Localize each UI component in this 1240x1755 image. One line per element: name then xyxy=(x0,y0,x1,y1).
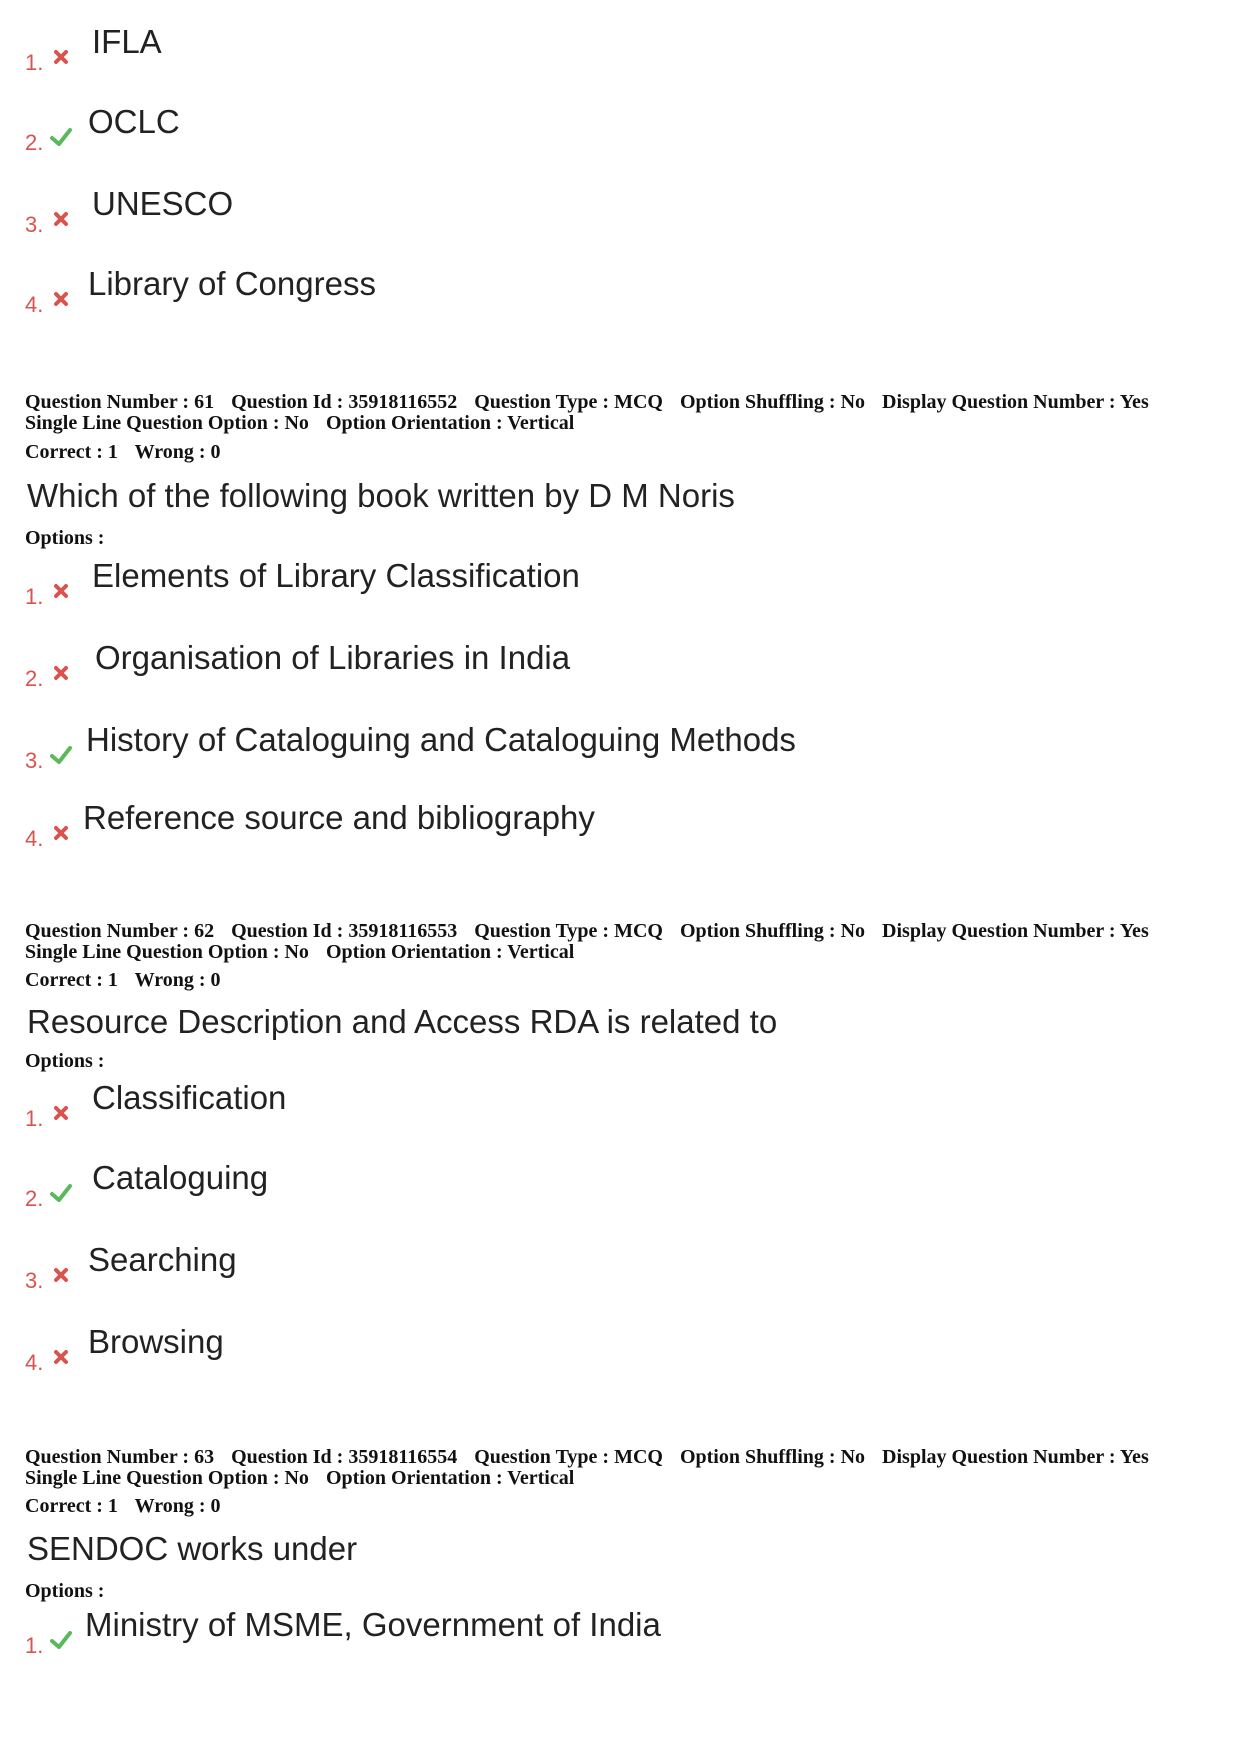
option-text: IFLA xyxy=(92,23,162,60)
option-row xyxy=(0,184,1000,244)
score-line xyxy=(25,1496,233,1517)
check-icon xyxy=(50,126,72,148)
option-number: 2. xyxy=(25,130,44,155)
option-row xyxy=(0,1605,1000,1665)
option-text: OCLC xyxy=(88,103,180,140)
options-label: Options : xyxy=(25,1580,105,1602)
option-row xyxy=(0,264,1000,324)
question-number: Question Number : 62 xyxy=(25,920,215,942)
option-text: Ministry of MSME, Government of India xyxy=(85,1606,661,1643)
question-number: Question Number : 61 xyxy=(25,391,215,413)
question-id: Question Id : 35918116554 xyxy=(231,1446,458,1468)
single-line-option: Single Line Question Option : No xyxy=(25,1467,309,1489)
display-question-number: Display Question Number : Yes xyxy=(882,920,1149,942)
option-number: 4. xyxy=(25,1350,44,1375)
question-type: Question Type : MCQ xyxy=(474,1446,663,1468)
question-number: Question Number : 63 xyxy=(25,1446,215,1468)
option-row xyxy=(0,1240,1000,1300)
option-number: 3. xyxy=(25,748,44,773)
option-number: 1. xyxy=(25,1106,44,1131)
option-row xyxy=(0,720,1000,780)
option-text: UNESCO xyxy=(92,185,234,222)
option-number: 4. xyxy=(25,826,44,851)
option-text: History of Cataloguing and Cataloguing Methods xyxy=(86,721,796,758)
option-shuffling: Option Shuffling : No xyxy=(679,1446,866,1468)
option-number: 1. xyxy=(25,1633,44,1658)
option-text: Cataloguing xyxy=(92,1159,269,1196)
option-number: 4. xyxy=(25,292,44,317)
display-question-number: Display Question Number : Yes xyxy=(882,1446,1149,1468)
option-row xyxy=(0,556,1000,616)
cross-icon xyxy=(50,822,72,844)
option-row xyxy=(0,22,1000,82)
option-row xyxy=(0,638,1000,698)
option-number: 1. xyxy=(25,50,44,75)
option-row xyxy=(0,798,1000,858)
question-type: Question Type : MCQ xyxy=(474,920,663,942)
wrong-score: Wrong : 0 xyxy=(134,969,221,991)
option-row xyxy=(0,1078,1000,1138)
score-line xyxy=(25,442,233,463)
cross-icon xyxy=(50,662,72,684)
option-orientation: Option Orientation : Vertical xyxy=(325,1467,575,1489)
question-meta xyxy=(25,1447,1161,1489)
cross-icon xyxy=(50,1102,72,1124)
question-text: Which of the following book written by D M Noris xyxy=(27,477,735,514)
option-row xyxy=(0,1322,1000,1382)
wrong-score: Wrong : 0 xyxy=(134,441,221,463)
cross-icon xyxy=(50,1346,72,1368)
option-row xyxy=(0,102,1000,162)
option-orientation: Option Orientation : Vertical xyxy=(325,412,575,434)
question-meta xyxy=(25,921,1161,963)
question-text: Resource Description and Access RDA is related to xyxy=(27,1003,778,1040)
options-label: Options : xyxy=(25,527,105,549)
cross-icon xyxy=(50,580,72,602)
check-icon xyxy=(50,1182,72,1204)
correct-score: Correct : 1 xyxy=(25,969,118,991)
score-line xyxy=(25,970,233,991)
question-id: Question Id : 35918116553 xyxy=(231,920,458,942)
options-label: Options : xyxy=(25,1050,105,1072)
option-number: 1. xyxy=(25,584,44,609)
option-number: 3. xyxy=(25,212,44,237)
correct-score: Correct : 1 xyxy=(25,1495,118,1517)
question-meta xyxy=(25,392,1161,434)
option-shuffling: Option Shuffling : No xyxy=(679,391,866,413)
cross-icon xyxy=(50,208,72,230)
question-text: SENDOC works under xyxy=(27,1530,358,1567)
option-text: Browsing xyxy=(88,1323,224,1360)
option-text: Reference source and bibliography xyxy=(83,799,595,836)
option-text: Library of Congress xyxy=(88,265,376,302)
option-text: Elements of Library Classification xyxy=(92,557,580,594)
cross-icon xyxy=(50,1264,72,1286)
single-line-option: Single Line Question Option : No xyxy=(25,941,309,963)
option-text: Organisation of Libraries in India xyxy=(95,639,571,676)
option-orientation: Option Orientation : Vertical xyxy=(325,941,575,963)
option-number: 2. xyxy=(25,1186,44,1211)
single-line-option: Single Line Question Option : No xyxy=(25,412,309,434)
option-shuffling: Option Shuffling : No xyxy=(679,920,866,942)
check-icon xyxy=(50,1629,72,1651)
check-icon xyxy=(50,744,72,766)
cross-icon xyxy=(50,288,72,310)
option-text: Classification xyxy=(92,1079,287,1116)
question-id: Question Id : 35918116552 xyxy=(231,391,458,413)
display-question-number: Display Question Number : Yes xyxy=(882,391,1149,413)
question-type: Question Type : MCQ xyxy=(474,391,663,413)
cross-icon xyxy=(50,46,72,68)
option-number: 2. xyxy=(25,666,44,691)
option-number: 3. xyxy=(25,1268,44,1293)
correct-score: Correct : 1 xyxy=(25,441,118,463)
option-text: Searching xyxy=(88,1241,237,1278)
option-row xyxy=(0,1158,1000,1218)
wrong-score: Wrong : 0 xyxy=(134,1495,221,1517)
